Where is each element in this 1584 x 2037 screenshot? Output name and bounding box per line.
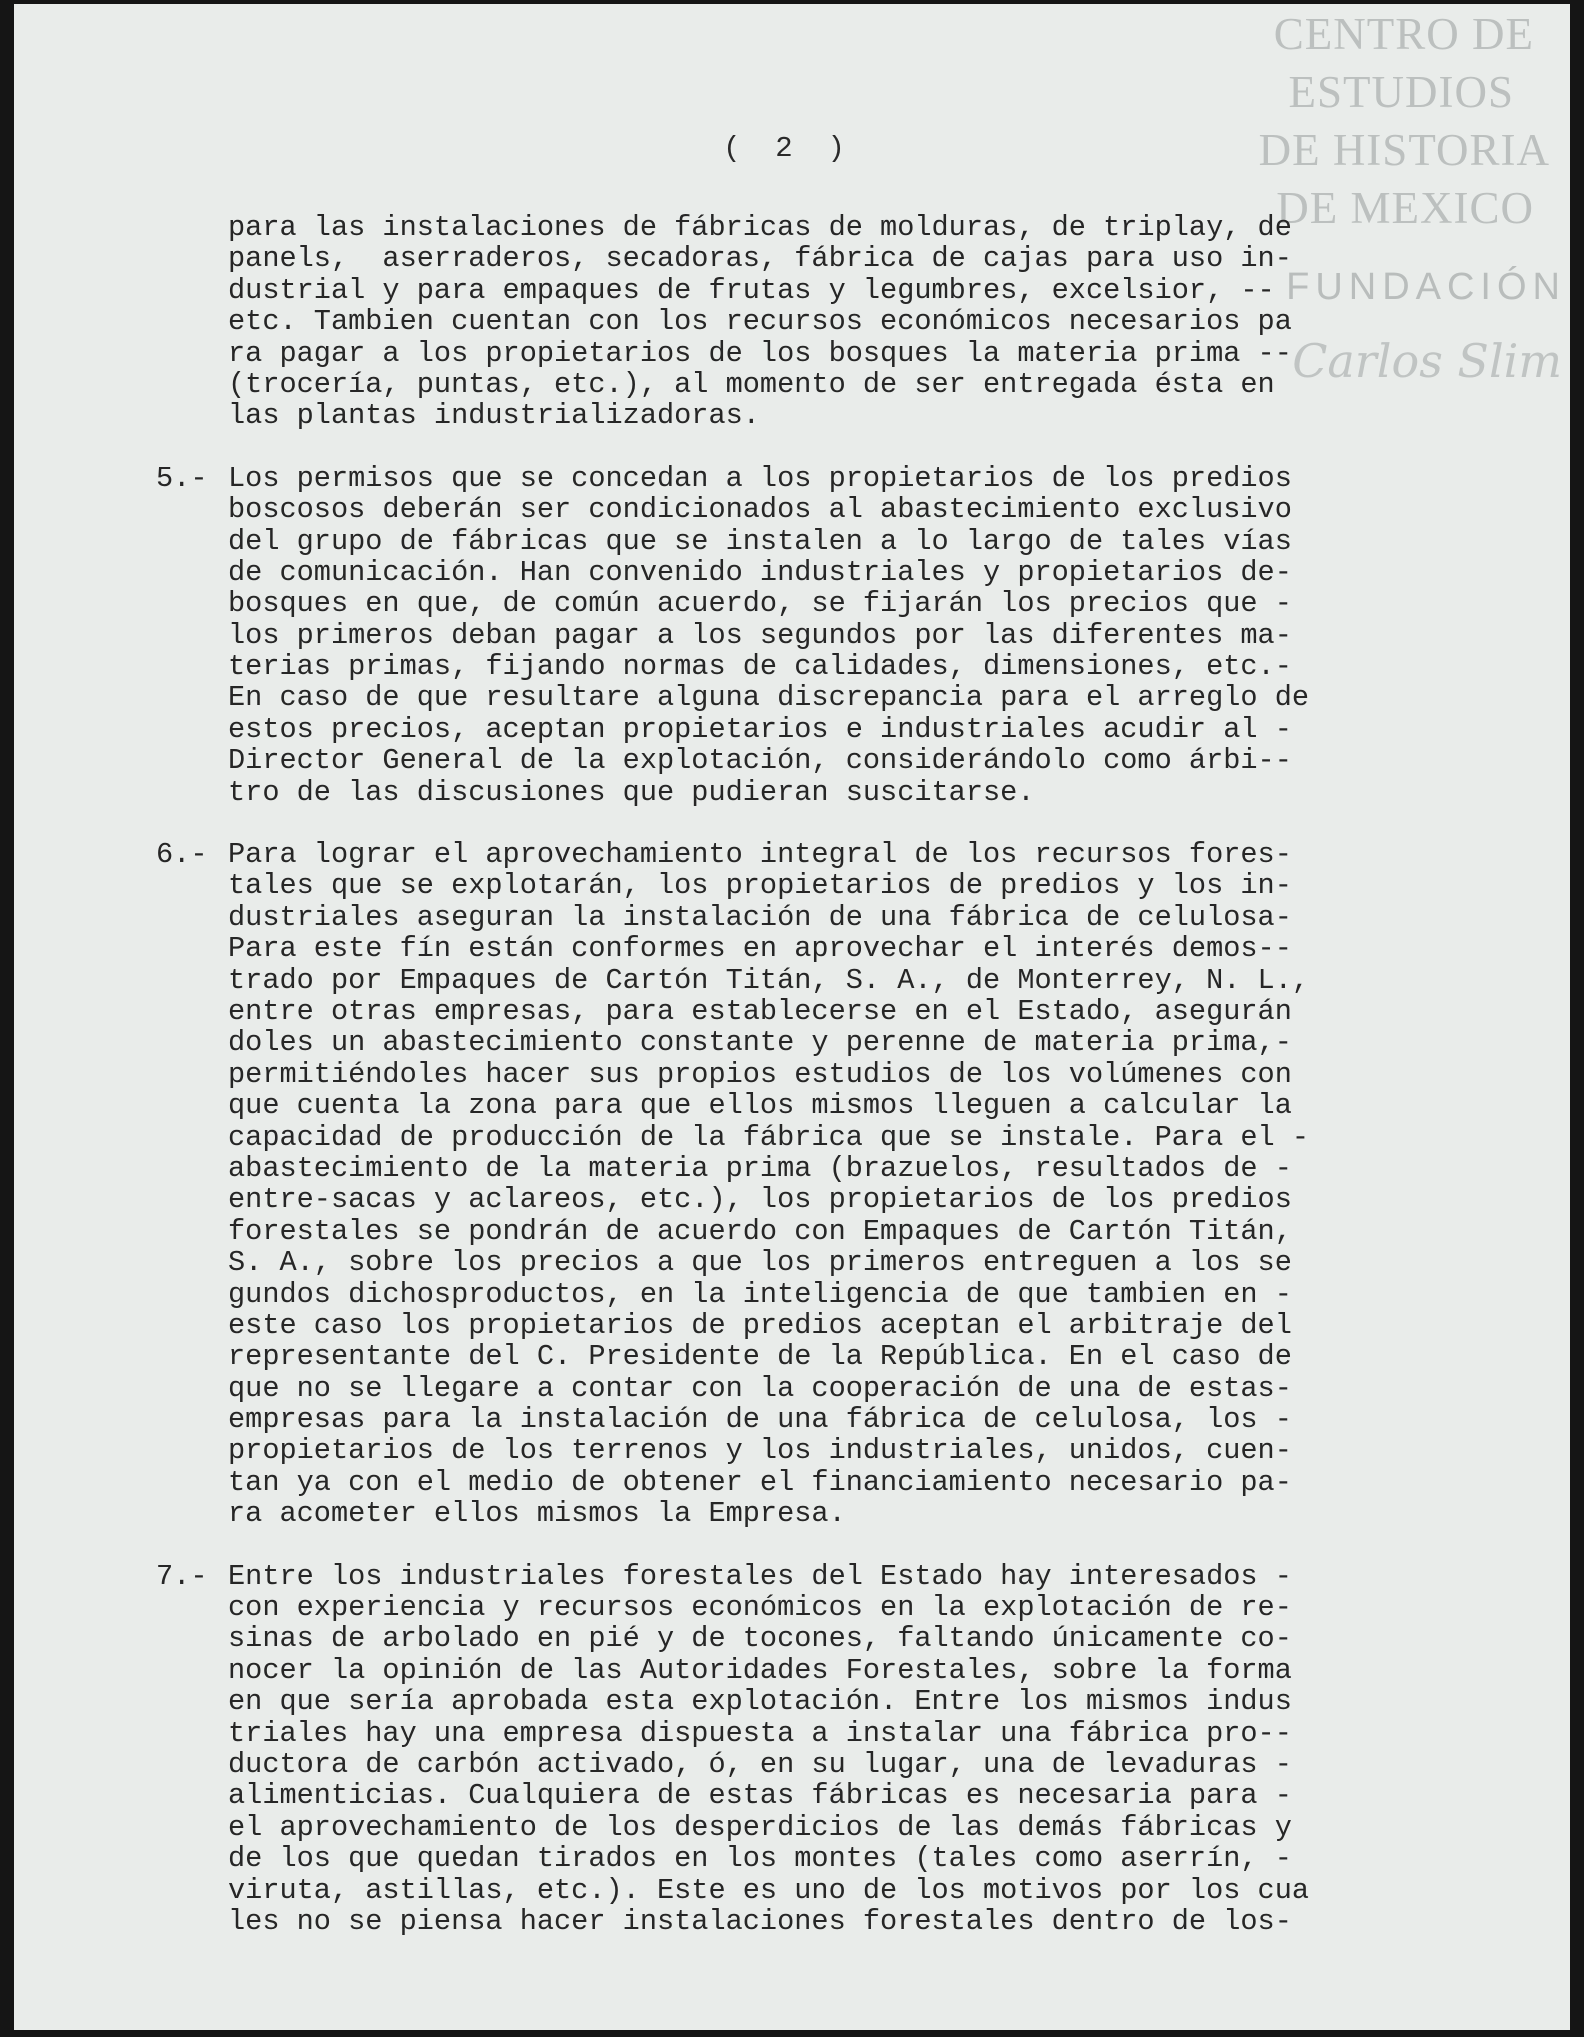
watermark-line-1: CENTRO DE [1273,9,1534,59]
text-line: de los que quedan tirados en los montes (tales como aserrín, - [228,1842,1292,1876]
text-line: del grupo de fábricas que se instalen a lo largo de tales vías [228,524,1292,558]
watermark-line-2: ESTUDIOS [1288,67,1514,117]
text-line: etc. Tambien cuentan con los recursos económicos necesarios pa [228,305,1292,339]
text-line: gundos dichosproductos, en la inteligencia de que tambien en - [228,1277,1292,1311]
watermark-line-3: DE HISTORIA [1258,125,1550,175]
text-line: Para este fín están conformes en aprovechar el interés demos-- [228,932,1292,966]
text-line: trado por Empaques de Cartón Titán, S. A., de Monterrey, N. L., [228,963,1310,997]
text-line: ra pagar a los propietarios de los bosques la materia prima -- [228,336,1292,370]
paragraph-number: 5.- [156,461,208,495]
text-line: Entre los industriales forestales del Estado hay interesados - [228,1559,1292,1593]
watermark-signature: Carlos Slim [1292,334,1562,388]
text-line: representante del C. Presidente de la República. En el caso de [228,1340,1292,1374]
text-line: viruta, astillas, etc.). Este es uno de los motivos por los cua [228,1873,1310,1907]
text-line: Para lograr el aprovechamiento integral de los recursos fores- [228,838,1292,872]
text-line: triales hay una empresa dispuesta a instalar una fábrica pro-- [228,1716,1292,1750]
text-line: En caso de que resultare alguna discrepancia para el arreglo de [228,681,1310,715]
text-line: bosques en que, de común acuerdo, se fijarán los precios que - [228,587,1292,621]
text-line: ductora de carbón activado, ó, en su lugar, una de levaduras - [228,1747,1292,1781]
text-line: terias primas, fijando normas de calidades, dimensiones, etc.- [228,650,1292,684]
text-line: el aprovechamiento de los desperdicios de las demás fábricas y [228,1810,1292,1844]
text-line: (trocería, puntas, etc.), al momento de ser entregada ésta en [228,367,1275,401]
paragraph-number: 7.- [156,1559,208,1593]
text-line: que no se llegare a contar con la cooperación de una de estas- [228,1371,1292,1405]
text-line: panels, aserraderos, secadoras, fábrica de cajas para uso in- [228,242,1292,276]
text-line: los primeros deban pagar a los segundos por las diferentes ma- [228,618,1292,652]
text-line: sinas de arbolado en pié y de tocones, faltando únicamente co- [228,1622,1292,1656]
text-line: tales que se explotarán, los propietarios de predios y los in- [228,869,1292,903]
watermark-fundacion: FUNDACIÓN [1286,266,1566,308]
paragraph-6 [156,838,1458,1531]
text-line: ra acometer ellos mismos la Empresa. [228,1497,846,1531]
text-line: este caso los propietarios de predios aceptan el arbitraje del [228,1308,1292,1342]
text-line: para las instalaciones de fábricas de molduras, de triplay, de [228,211,1292,244]
text-line: entre otras empresas, para establecerse en el Estado, asegurán [228,994,1292,1028]
text-line: les no se piensa hacer instalaciones forestales dentro de los- [228,1904,1292,1938]
text-line: entre-sacas y aclareos, etc.), los propietarios de los predios [228,1183,1292,1217]
text-line: Los permisos que se concedan a los propietarios de los predios [228,461,1292,495]
text-line: forestales se pondrán de acuerdo con Empaques de Cartón Titán, [228,1214,1292,1248]
paragraph-continuation [228,212,1458,432]
text-line: con experiencia y recursos económicos en la explotación de re- [228,1591,1292,1625]
text-line: de comunicación. Han convenido industriales y propietarios de- [228,555,1292,589]
text-line: que cuenta la zona para que ellos mismos lleguen a calcular la [228,1089,1292,1123]
text-line: doles un abastecimiento constante y perenne de materia prima,- [228,1026,1292,1060]
text-line: capacidad de producción de la fábrica que se instale. Para el - [228,1120,1310,1154]
text-line: permitiéndoles hacer sus propios estudios de los volúmenes con [228,1057,1292,1091]
paragraph-5 [156,461,1458,809]
document-body [156,211,1458,1938]
text-line: dustriales aseguran la instalación de una fábrica de celulosa- [228,900,1292,934]
text-line: tro de las discusiones que pudieran suscitarse. [228,775,1035,809]
paragraph-7 [156,1559,1458,1938]
text-line: tan ya con el medio de obtener el financiamiento necesario pa- [228,1465,1292,1499]
text-line: nocer la opinión de las Autoridades Forestales, sobre la forma [228,1653,1292,1687]
text-line: S. A., sobre los precios a que los primeros entreguen a los se [228,1246,1292,1280]
text-line: Director General de la explotación, considerándolo como árbi-- [228,744,1292,778]
page-number: ( 2 ) [723,132,845,165]
text-line: propietarios de los terrenos y los industriales, unidos, cuen- [228,1434,1292,1468]
text-line: empresas para la instalación de una fábrica de celulosa, los - [228,1403,1292,1437]
text-line: en que sería aprobada esta explotación. Entre los mismos indus [228,1685,1292,1719]
watermark-line-4: DE MEXICO [1276,183,1534,233]
text-line: dustrial y para empaques de frutas y legumbres, excelsior, -- [228,273,1275,307]
text-line: estos precios, aceptan propietarios e industriales acudir al - [228,712,1292,746]
text-line: boscosos deberán ser condicionados al abastecimiento exclusivo [228,493,1292,527]
text-line: las plantas industrializadoras. [228,399,760,433]
paragraph-number: 6.- [156,838,208,872]
text-line: abastecimiento de la materia prima (brazuelos, resultados de - [228,1151,1292,1185]
document-page [14,4,1570,2030]
text-line: alimenticias. Cualquiera de estas fábricas es necesaria para - [228,1779,1292,1813]
